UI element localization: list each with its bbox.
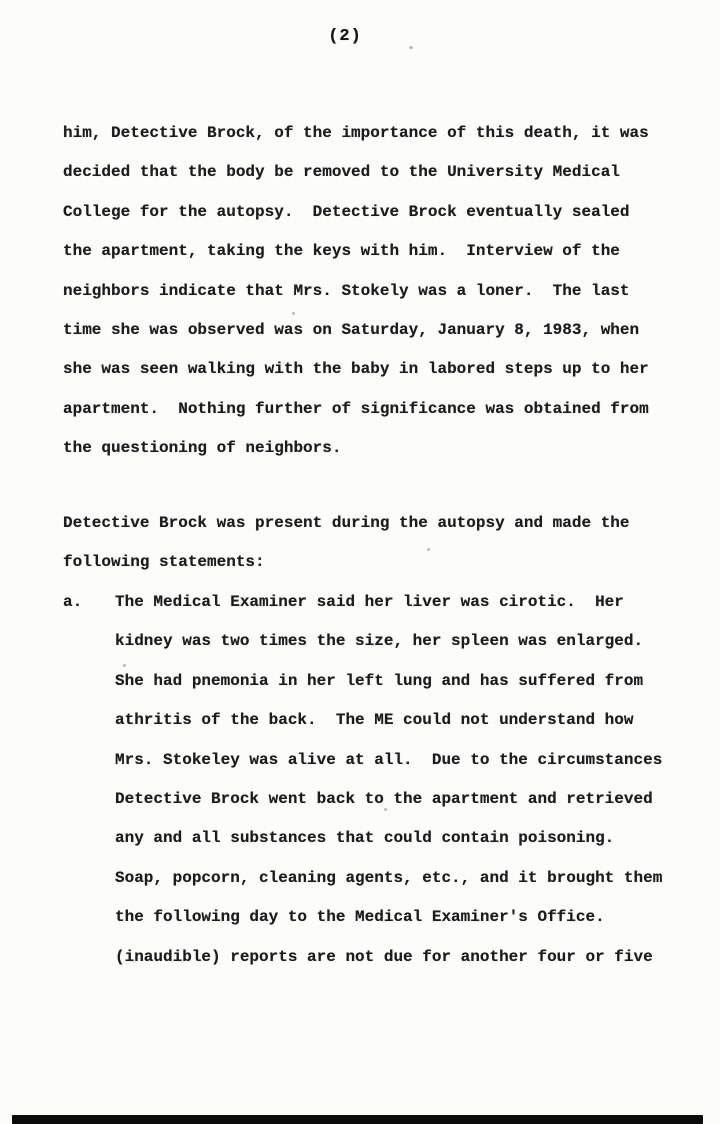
paragraph-lines: [115, 583, 700, 977]
text-line: athritis of the back. The ME could not understand how: [115, 711, 634, 730]
text-line: neighbors indicate that Mrs. Stokely was a loner. The last: [63, 281, 630, 300]
text-line: following statements:: [63, 553, 265, 572]
text-line: kidney was two times the size, her spleen was enlarged.: [115, 632, 644, 651]
text-line: She had pnemonia in her left lung and has suffered from: [115, 671, 644, 690]
text-line: she was seen walking with the baby in labored steps up to her: [63, 360, 649, 379]
text-line: the apartment, taking the keys with him. Interview of the: [63, 242, 620, 261]
text-line: him, Detective Brock, of the importance of this death, it was: [63, 124, 649, 142]
paragraph: [63, 114, 700, 469]
list-item-marker: a.: [63, 593, 83, 611]
scan-speck: [384, 808, 387, 811]
list-item-paragraph: [63, 583, 700, 977]
text-line: any and all substances that could contain poisoning.: [115, 829, 615, 848]
scan-speck: [292, 312, 295, 315]
text-line: the questioning of neighbors.: [63, 439, 342, 458]
text-line: Mrs. Stokeley was alive at all. Due to the circumstances: [115, 750, 663, 769]
scan-speck: [427, 548, 430, 551]
text-line: the following day to the Medical Examiner's Office.: [115, 908, 605, 927]
paragraph-lines: [63, 114, 700, 469]
text-line: (inaudible) reports are not due for another four or five: [115, 947, 653, 966]
scan-artifact-bar: [12, 1115, 703, 1124]
scan-speck: [409, 46, 413, 49]
text-line: Soap, popcorn, cleaning agents, etc., and it brought them: [115, 868, 663, 887]
text-line: College for the autopsy. Detective Brock eventually sealed: [63, 202, 630, 221]
text-line: decided that the body be removed to the University Medical: [63, 163, 620, 182]
text-line: Detective Brock was present during the autopsy and made the: [63, 514, 630, 532]
text-line: apartment. Nothing further of significance was obtained from: [63, 399, 649, 418]
scan-speck: [123, 664, 126, 667]
text-line: time she was observed was on Saturday, January 8, 1983, when: [63, 320, 640, 339]
page-number: (2): [328, 27, 362, 46]
paragraph-lines: [63, 504, 700, 583]
text-line: The Medical Examiner said her liver was cirotic. Her: [115, 593, 624, 611]
paragraph: [63, 504, 700, 583]
text-line: Detective Brock went back to the apartment and retrieved: [115, 789, 653, 808]
